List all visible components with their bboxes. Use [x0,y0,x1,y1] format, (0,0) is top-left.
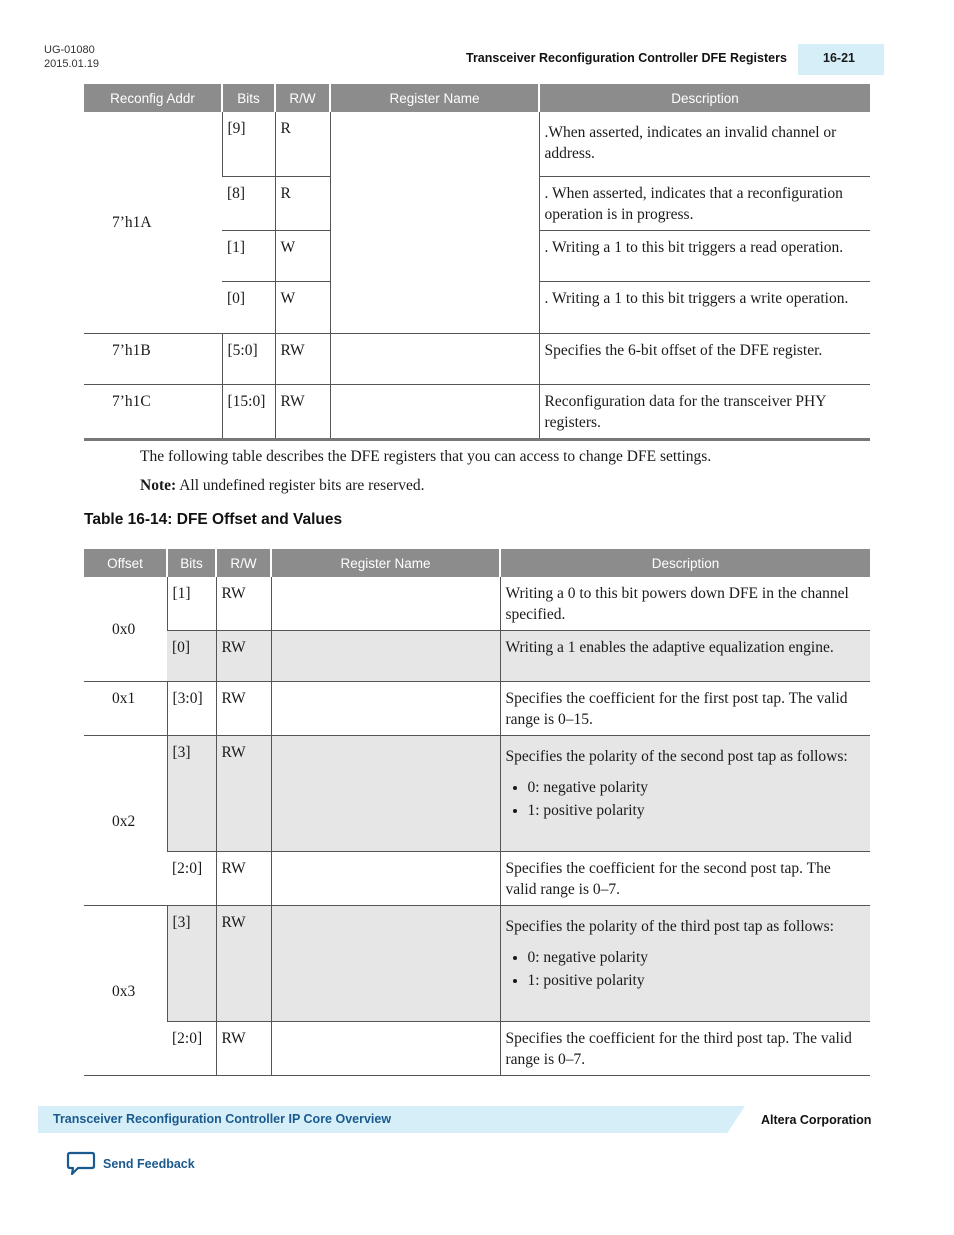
footer-company: Altera Corporation [761,1113,872,1127]
description-cell: Reconfiguration data for the transceiver PHY registers. [539,384,870,439]
page-number: 16-21 [798,44,884,75]
bits-cell: [3] [167,906,216,1022]
dfe-offset-table [84,549,870,1076]
column-header: Register Name [271,549,500,577]
table-row [84,333,870,384]
description-cell: .When asserted, indicates an invalid channel or address. [539,112,870,176]
rw-cell: RW [216,736,271,852]
table-caption: Table 16-14: DFE Offset and Values [84,511,343,528]
rw-cell: RW [275,384,330,439]
send-feedback-link[interactable] [66,1150,195,1178]
column-header: Description [500,549,870,577]
description-cell: Specifies the coefficient for the third post tap. The valid range is 0–7. [500,1022,870,1076]
list-item: • 0: negative polarity [528,947,866,968]
rw-cell: W [275,230,330,281]
bits-cell: [15:0] [222,384,275,439]
note-text: All undefined register bits are reserved. [179,477,425,494]
register-name-cell [330,112,539,333]
column-header: Bits [222,84,275,112]
reconfig-addr-cell: 7’h1A [84,112,222,333]
note-label: Note: [140,477,177,494]
doc-number: UG-01080 [44,44,95,56]
bullet-list [506,777,866,821]
reconfig-register-table [84,84,870,441]
description-cell [500,906,870,1022]
table-row [84,631,870,682]
table-row [84,112,870,176]
rw-cell: RW [216,631,271,682]
table-row [84,577,870,631]
rw-cell: W [275,281,330,333]
rw-cell: RW [216,577,271,631]
table-row [84,682,870,736]
description-cell: . Writing a 1 to this bit triggers a write operation. [539,281,870,333]
description-cell [500,736,870,852]
description-cell: Writing a 1 enables the adaptive equalization engine. [500,631,870,682]
register-name-cell [271,682,500,736]
table-header-row [84,549,870,577]
table-row [84,906,870,1022]
bits-cell: [1] [222,230,275,281]
note [140,477,425,495]
reconfig-addr-cell: 7’h1C [84,384,222,439]
list-item: • 1: positive polarity [528,970,866,991]
bits-cell: [5:0] [222,333,275,384]
offset-cell: 0x1 [84,682,167,736]
intro-paragraph: The following table describes the DFE registers that you can access to change DFE settings. [140,448,712,465]
description-cell: . Writing a 1 to this bit triggers a read operation. [539,230,870,281]
section-title: Transceiver Reconfiguration Controller DFE Registers [466,51,787,65]
description-cell: . When asserted, indicates that a reconfiguration operation is in progress. [539,176,870,230]
bits-cell: [0] [222,281,275,333]
column-header: R/W [275,84,330,112]
register-name-cell [271,631,500,682]
register-name-cell [271,852,500,906]
bits-cell: [9] [222,112,275,176]
table-row [84,736,870,852]
reconfig-addr-cell: 7’h1B [84,333,222,384]
column-header: R/W [216,549,271,577]
column-header: Description [539,84,870,112]
description-text: Specifies the polarity of the third post tap as follows: [505,918,834,935]
bits-cell: [1] [167,577,216,631]
description-cell: Writing a 0 to this bit powers down DFE in the channel specified. [500,577,870,631]
register-name-cell [330,384,539,439]
send-feedback-label: Send Feedback [103,1157,195,1171]
speech-bubble-icon [66,1151,96,1177]
register-name-cell [271,736,500,852]
rw-cell: R [275,112,330,176]
column-header: Bits [167,549,216,577]
column-header: Offset [84,549,167,577]
description-cell: Specifies the coefficient for the first post tap. The valid range is 0–15. [500,682,870,736]
bits-cell: [2:0] [167,852,216,906]
bits-cell: [8] [222,176,275,230]
bits-cell: [3:0] [167,682,216,736]
bullet-list [506,947,866,991]
table-row [84,1022,870,1076]
column-header: Register Name [330,84,539,112]
list-item: • 0: negative polarity [528,777,866,798]
rw-cell: RW [216,852,271,906]
rw-cell: R [275,176,330,230]
rw-cell: RW [275,333,330,384]
description-text: Specifies the polarity of the second post tap as follows: [505,748,848,765]
offset-cell: 0x3 [84,906,167,1076]
rw-cell: RW [216,1022,271,1076]
rw-cell: RW [216,906,271,1022]
rw-cell: RW [216,682,271,736]
table-header-row [84,84,870,112]
register-name-cell [271,906,500,1022]
offset-cell: 0x2 [84,736,167,906]
doc-date: 2015.01.19 [44,58,100,70]
table-row [84,852,870,906]
register-name-cell [330,333,539,384]
column-header: Reconfig Addr [84,84,222,112]
offset-cell: 0x0 [84,577,167,682]
bits-cell: [3] [167,736,216,852]
bits-cell: [2:0] [167,1022,216,1076]
register-name-cell [271,1022,500,1076]
table-row [84,384,870,439]
list-item: • 1: positive polarity [528,800,866,821]
description-cell: Specifies the coefficient for the second post tap. The valid range is 0–7. [500,852,870,906]
footer-chapter-title[interactable]: Transceiver Reconfiguration Controller IP Core Overview [53,1112,392,1126]
bits-cell: [0] [167,631,216,682]
register-name-cell [271,577,500,631]
description-cell: Specifies the 6-bit offset of the DFE register. [539,333,870,384]
document-id [44,43,99,71]
